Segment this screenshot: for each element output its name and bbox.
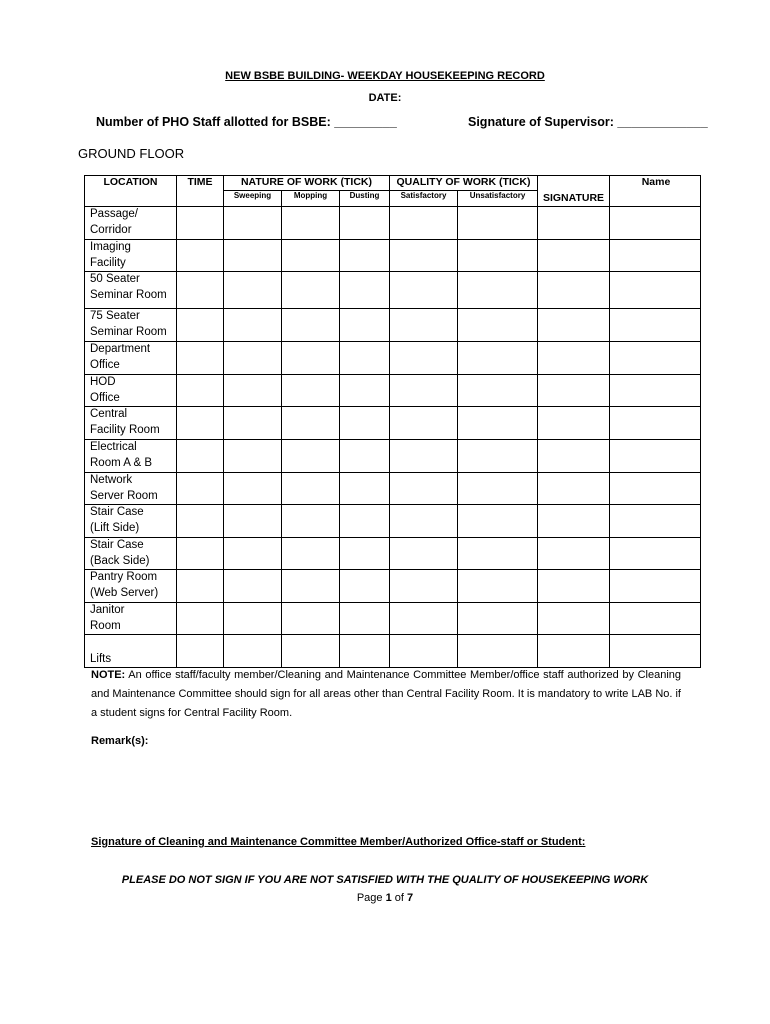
entry-cell[interactable]: [340, 240, 390, 272]
floor-heading: GROUND FLOOR: [78, 146, 185, 161]
entry-cell[interactable]: [610, 635, 701, 668]
entry-cell[interactable]: [458, 570, 538, 603]
location-cell: [85, 309, 177, 342]
entry-cell[interactable]: [340, 309, 390, 342]
location-cell: [85, 570, 177, 603]
location-line: Pantry Room: [90, 571, 158, 583]
entry-cell[interactable]: [538, 603, 610, 635]
entry-cell[interactable]: [538, 207, 610, 240]
location-line: [90, 636, 173, 652]
location-line: Network: [90, 474, 133, 486]
entry-cell[interactable]: [177, 309, 224, 342]
entry-cell[interactable]: [538, 505, 610, 538]
location-cell: [85, 440, 177, 473]
table-row: [85, 440, 701, 473]
entry-cell[interactable]: [390, 473, 458, 505]
header-name: Name: [610, 176, 701, 207]
entry-cell[interactable]: [177, 407, 224, 440]
entry-cell[interactable]: [177, 272, 224, 309]
housekeeping-table: [84, 175, 701, 668]
entry-cell[interactable]: [538, 570, 610, 603]
entry-cell[interactable]: [390, 538, 458, 570]
location-line: Imaging: [90, 241, 131, 253]
entry-cell[interactable]: [340, 603, 390, 635]
entry-cell[interactable]: [177, 505, 224, 538]
entry-cell[interactable]: [390, 207, 458, 240]
entry-cell[interactable]: [458, 309, 538, 342]
entry-cell[interactable]: [458, 272, 538, 309]
entry-cell[interactable]: [458, 407, 538, 440]
entry-cell[interactable]: [458, 538, 538, 570]
location-line: 50 Seater: [90, 273, 140, 285]
entry-cell[interactable]: [282, 375, 340, 407]
supervisor-signature-field: Signature of Supervisor: _____________: [468, 115, 708, 129]
date-label: DATE:: [368, 92, 402, 104]
entry-cell[interactable]: [538, 635, 610, 668]
entry-cell[interactable]: [538, 309, 610, 342]
entry-cell[interactable]: [610, 342, 701, 375]
entry-cell[interactable]: [458, 473, 538, 505]
note-paragraph: [91, 666, 681, 723]
entry-cell[interactable]: [538, 473, 610, 505]
table-row: [85, 635, 701, 668]
entry-cell[interactable]: [282, 603, 340, 635]
entry-cell[interactable]: [282, 570, 340, 603]
entry-cell[interactable]: [458, 440, 538, 473]
page-total: 7: [407, 892, 414, 904]
location-cell: [85, 375, 177, 407]
table-row: [85, 538, 701, 570]
entry-cell[interactable]: [224, 603, 282, 635]
location-cell: [85, 538, 177, 570]
header-time: TIME: [177, 176, 224, 207]
table-row: [85, 603, 701, 635]
entry-cell[interactable]: [340, 635, 390, 668]
location-line: Room: [90, 619, 121, 632]
subheader-sweeping: Sweeping: [224, 191, 282, 207]
entry-cell[interactable]: [610, 570, 701, 603]
entry-cell[interactable]: [390, 407, 458, 440]
entry-cell[interactable]: [224, 635, 282, 668]
entry-cell[interactable]: [224, 342, 282, 375]
entry-cell[interactable]: [177, 207, 224, 240]
entry-cell[interactable]: [340, 207, 390, 240]
entry-cell[interactable]: [390, 570, 458, 603]
entry-cell[interactable]: [390, 505, 458, 538]
entry-cell[interactable]: [610, 309, 701, 342]
location-cell: [85, 272, 177, 309]
entry-cell[interactable]: [538, 440, 610, 473]
entry-cell[interactable]: [538, 538, 610, 570]
entry-cell[interactable]: [610, 375, 701, 407]
table-row: [85, 473, 701, 505]
entry-cell[interactable]: [282, 272, 340, 309]
location-cell: [85, 407, 177, 440]
location-line: Lifts: [90, 652, 112, 665]
entry-cell[interactable]: [177, 342, 224, 375]
page-indicator: Page 1 of 7: [356, 892, 414, 904]
entry-cell[interactable]: [610, 505, 701, 538]
location-cell: [85, 240, 177, 272]
subheader-mopping: Mopping: [282, 191, 340, 207]
page-current: 1: [385, 892, 392, 904]
entry-cell[interactable]: [610, 207, 701, 240]
location-line: Room A & B: [90, 456, 153, 469]
location-line: Office: [90, 358, 120, 371]
staff-count-field: Number of PHO Staff allotted for BSBE: _________: [96, 115, 397, 129]
entry-cell[interactable]: [177, 570, 224, 603]
entry-cell[interactable]: [390, 309, 458, 342]
entry-cell[interactable]: [340, 473, 390, 505]
entry-cell[interactable]: [610, 272, 701, 309]
location-cell: [85, 635, 177, 668]
entry-cell[interactable]: [538, 375, 610, 407]
location-line: (Back Side): [90, 554, 150, 567]
entry-cell[interactable]: [224, 272, 282, 309]
document-title: NEW BSBE BUILDING- WEEKDAY HOUSEKEEPING RECORD: [225, 70, 545, 82]
header-location: LOCATION: [85, 176, 177, 207]
location-line: Office: [90, 391, 120, 404]
entry-cell[interactable]: [224, 309, 282, 342]
location-cell: [85, 207, 177, 240]
subheader-unsatisfactory: Unsatisfactory: [458, 191, 538, 207]
entry-cell[interactable]: [458, 240, 538, 272]
note-text: An office staff/faculty member/Cleaning and Maintenance Committee Member/office staff authorized by Cleaning and Maintenance Committee should sign for all areas other than Central Facility Room. It is mandatory to write LAB No. if a student signs for Central Facility Room.: [91, 669, 681, 719]
entry-cell[interactable]: [224, 538, 282, 570]
entry-cell[interactable]: [282, 342, 340, 375]
entry-cell[interactable]: [282, 473, 340, 505]
location-line: Stair Case: [90, 506, 144, 518]
entry-cell[interactable]: [224, 440, 282, 473]
entry-cell[interactable]: [282, 309, 340, 342]
entry-cell[interactable]: [224, 375, 282, 407]
location-line: Passage/: [90, 208, 138, 220]
location-line: 75 Seater: [90, 310, 140, 322]
entry-cell[interactable]: [458, 505, 538, 538]
table-row: [85, 505, 701, 538]
entry-cell[interactable]: [282, 505, 340, 538]
entry-cell[interactable]: [390, 272, 458, 309]
entry-cell[interactable]: [224, 473, 282, 505]
entry-cell[interactable]: [610, 240, 701, 272]
entry-cell[interactable]: [458, 635, 538, 668]
location-line: Server Room: [90, 489, 158, 502]
entry-cell[interactable]: [610, 440, 701, 473]
location-line: Facility Room: [90, 423, 160, 436]
table-row: [85, 272, 701, 309]
location-line: Stair Case: [90, 539, 144, 551]
entry-cell[interactable]: [390, 342, 458, 375]
entry-cell[interactable]: [390, 603, 458, 635]
location-line: Seminar Room: [90, 288, 167, 301]
entry-cell[interactable]: [177, 473, 224, 505]
location-cell: [85, 603, 177, 635]
location-line: (Lift Side): [90, 521, 140, 534]
entry-cell[interactable]: [610, 538, 701, 570]
entry-cell[interactable]: [538, 342, 610, 375]
entry-cell[interactable]: [340, 272, 390, 309]
subheader-dusting: Dusting: [340, 191, 390, 207]
entry-cell[interactable]: [282, 207, 340, 240]
entry-cell[interactable]: [340, 342, 390, 375]
location-line: Central: [90, 408, 128, 420]
entry-cell[interactable]: [224, 207, 282, 240]
location-cell: [85, 342, 177, 375]
header-signature: SIGNATURE: [538, 176, 610, 207]
table-row: [85, 240, 701, 272]
location-cell: [85, 473, 177, 505]
entry-cell[interactable]: [340, 570, 390, 603]
entry-cell[interactable]: [610, 407, 701, 440]
entry-cell[interactable]: [610, 473, 701, 505]
location-line: Electrical: [90, 441, 137, 453]
location-line: Janitor: [90, 604, 125, 616]
entry-cell[interactable]: [282, 440, 340, 473]
entry-cell[interactable]: [458, 207, 538, 240]
table-row: [85, 375, 701, 407]
entry-cell[interactable]: [390, 440, 458, 473]
header-nature-of-work: NATURE OF WORK (TICK): [224, 176, 390, 191]
committee-signature-label: Signature of Cleaning and Maintenance Committee Member/Authorized Office-staff or Student:: [91, 836, 586, 848]
entry-cell[interactable]: [282, 240, 340, 272]
entry-cell[interactable]: [282, 407, 340, 440]
entry-cell[interactable]: [340, 505, 390, 538]
entry-cell[interactable]: [177, 240, 224, 272]
header-quality-of-work: QUALITY OF WORK (TICK): [390, 176, 538, 191]
entry-cell[interactable]: [610, 603, 701, 635]
entry-cell[interactable]: [538, 407, 610, 440]
entry-cell[interactable]: [340, 538, 390, 570]
entry-cell[interactable]: [177, 440, 224, 473]
table-row: [85, 342, 701, 375]
entry-cell[interactable]: [177, 538, 224, 570]
entry-cell[interactable]: [538, 240, 610, 272]
entry-cell[interactable]: [458, 342, 538, 375]
entry-cell[interactable]: [390, 375, 458, 407]
entry-cell[interactable]: [224, 570, 282, 603]
entry-cell[interactable]: [340, 407, 390, 440]
location-line: HOD: [90, 376, 116, 388]
location-line: (Web Server): [90, 586, 159, 599]
entry-cell[interactable]: [538, 272, 610, 309]
entry-cell[interactable]: [224, 407, 282, 440]
location-line: Facility: [90, 256, 126, 269]
entry-cell[interactable]: [390, 240, 458, 272]
location-cell: [85, 505, 177, 538]
table-row: [85, 570, 701, 603]
entry-cell[interactable]: [177, 603, 224, 635]
entry-cell[interactable]: [340, 440, 390, 473]
location-line: Corridor: [90, 223, 132, 236]
entry-cell[interactable]: [282, 538, 340, 570]
entry-cell[interactable]: [224, 505, 282, 538]
table-row: [85, 407, 701, 440]
entry-cell[interactable]: [390, 635, 458, 668]
entry-cell[interactable]: [177, 635, 224, 668]
warning-text: PLEASE DO NOT SIGN IF YOU ARE NOT SATISFIED WITH THE QUALITY OF HOUSEKEEPING WORK: [121, 874, 649, 886]
note-label: NOTE:: [91, 669, 126, 681]
entry-cell[interactable]: [458, 603, 538, 635]
location-line: Seminar Room: [90, 325, 167, 338]
entry-cell[interactable]: [177, 375, 224, 407]
table-row: [85, 207, 701, 240]
entry-cell[interactable]: [282, 635, 340, 668]
location-line: Department: [90, 343, 151, 355]
table-row: [85, 309, 701, 342]
entry-cell[interactable]: [458, 375, 538, 407]
subheader-satisfactory: Satisfactory: [390, 191, 458, 207]
entry-cell[interactable]: [224, 240, 282, 272]
remarks-label: Remark(s):: [91, 735, 149, 747]
entry-cell[interactable]: [340, 375, 390, 407]
